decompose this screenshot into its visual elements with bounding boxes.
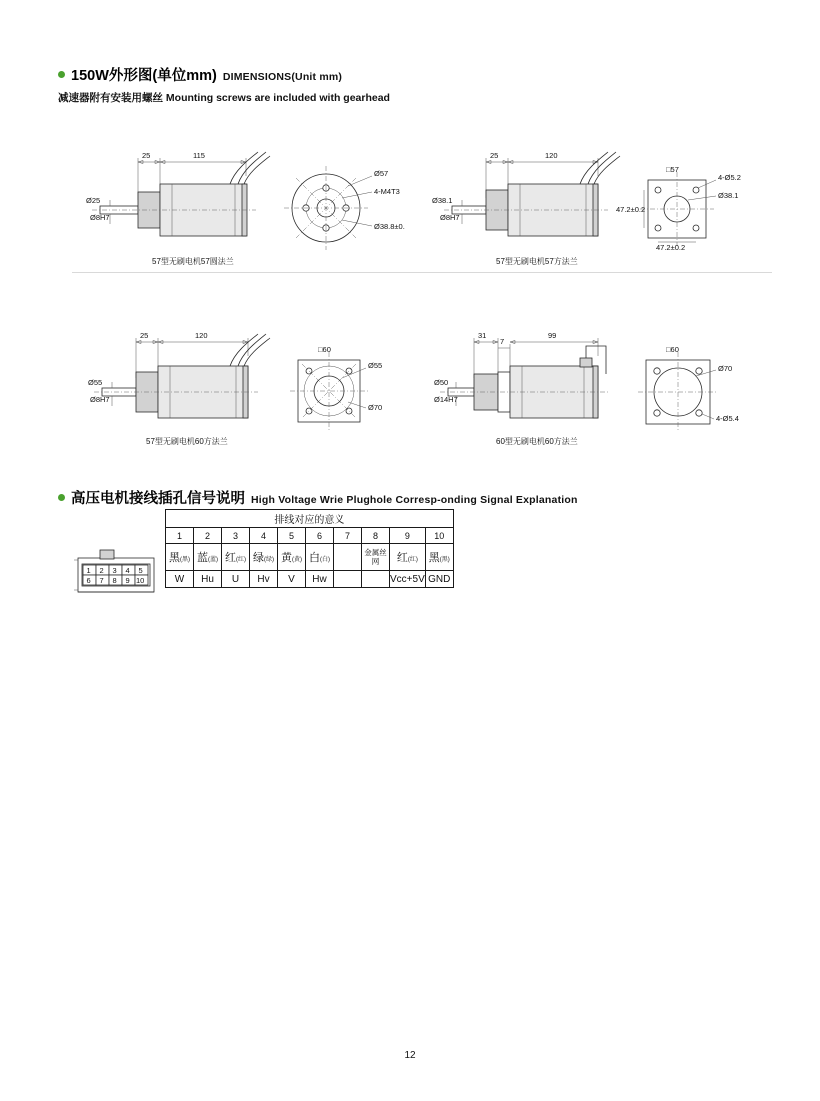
svg-text:4-Ø5.2: 4-Ø5.2 xyxy=(718,173,741,182)
pin-num-7: 7 xyxy=(334,528,362,544)
table-row-numbers xyxy=(166,528,454,544)
svg-text:Ø70: Ø70 xyxy=(368,403,383,412)
svg-text:4: 4 xyxy=(125,566,130,575)
pin-color-5: 黄(黄) xyxy=(278,544,306,571)
pin-signal-2: Hu xyxy=(194,571,222,588)
pin-num-1: 1 xyxy=(166,528,194,544)
svg-text:□57: □57 xyxy=(666,165,679,174)
svg-text:1: 1 xyxy=(86,566,91,575)
svg-text:□60: □60 xyxy=(318,345,331,354)
svg-text:4-M4T3: 4-M4T3 xyxy=(374,187,400,196)
row-divider xyxy=(72,272,772,273)
pin-num-5: 5 xyxy=(278,528,306,544)
section1-sub-cn: 减速器附有安装用螺丝 xyxy=(58,92,163,104)
svg-text:9: 9 xyxy=(125,576,130,585)
bullet-icon xyxy=(58,71,65,78)
svg-text:25: 25 xyxy=(142,151,151,160)
pin-num-4: 4 xyxy=(250,528,278,544)
svg-text:□60: □60 xyxy=(666,345,679,354)
svg-text:57型无刷电机57圆法兰: 57型无刷电机57圆法兰 xyxy=(152,257,234,266)
svg-text:Ø38.8±0.: Ø38.8±0. xyxy=(374,222,405,231)
pin-num-9: 9 xyxy=(390,528,426,544)
connector-illustration xyxy=(70,546,170,608)
svg-text:57型无刷电机60方法兰: 57型无刷电机60方法兰 xyxy=(146,437,228,446)
pin-signal-5: V xyxy=(278,571,306,588)
pin-color-8: 金属丝网 xyxy=(362,544,390,571)
pin-color-4: 绿(绿) xyxy=(250,544,278,571)
section2-title-cn: 高压电机接线插孔信号说明 xyxy=(71,491,245,507)
svg-text:3: 3 xyxy=(112,566,117,575)
pin-table xyxy=(165,509,454,588)
pin-signal-3: U xyxy=(222,571,250,588)
svg-text:Ø50: Ø50 xyxy=(434,378,449,387)
table-row-colors xyxy=(166,544,454,571)
pin-num-6: 6 xyxy=(306,528,334,544)
table-row-signals xyxy=(166,571,454,588)
pin-signal-7 xyxy=(334,571,362,588)
svg-text:Ø8H7: Ø8H7 xyxy=(440,213,460,222)
section-heading-dimensions xyxy=(58,64,342,85)
pin-color-10: 黑(黑) xyxy=(425,544,453,571)
svg-text:2: 2 xyxy=(99,566,104,575)
section-heading-plughole xyxy=(58,487,578,508)
page-number: 12 xyxy=(404,1050,416,1061)
pin-color-1: 黑(黑) xyxy=(166,544,194,571)
pin-color-9: 红(红) xyxy=(390,544,426,571)
pin-table-title: 排线对应的意义 xyxy=(166,510,454,528)
svg-text:25: 25 xyxy=(490,151,499,160)
svg-text:Ø55: Ø55 xyxy=(88,378,103,387)
bullet-icon-2 xyxy=(58,494,65,501)
svg-text:6: 6 xyxy=(86,576,91,585)
pin-signal-9: Vcc+5V xyxy=(390,571,426,588)
svg-text:Ø70: Ø70 xyxy=(718,364,733,373)
svg-text:120: 120 xyxy=(545,151,558,160)
drawing-57-square-flange xyxy=(430,140,760,270)
pin-color-3: 红(红) xyxy=(222,544,250,571)
svg-text:47.2±0.2: 47.2±0.2 xyxy=(656,243,686,252)
section1-sub-en: Mounting screws are included with gearhead xyxy=(165,92,390,104)
svg-text:Ø38.1: Ø38.1 xyxy=(718,191,739,200)
svg-text:120: 120 xyxy=(195,331,208,340)
pin-color-6: 白(白) xyxy=(306,544,334,571)
pin-signal-1: W xyxy=(166,571,194,588)
section1-title-en: DIMENSIONS(Unit mm) xyxy=(222,71,343,83)
pin-signal-10: GND xyxy=(425,571,453,588)
section2-title-en: High Voltage Wrie Plughole Corresp-onding Signal Explanation xyxy=(251,494,578,506)
svg-text:7: 7 xyxy=(500,337,505,346)
pin-signal-6: Hw xyxy=(306,571,334,588)
pin-signal-4: Hv xyxy=(250,571,278,588)
pin-color-2: 蓝(蓝) xyxy=(194,544,222,571)
svg-text:Ø57: Ø57 xyxy=(374,169,389,178)
drawing-60-motor-60-flange xyxy=(430,320,760,450)
pin-color-7 xyxy=(334,544,362,571)
drawing-57-round-flange xyxy=(80,140,410,270)
svg-text:31: 31 xyxy=(478,331,487,340)
pin-signal-8 xyxy=(362,571,390,588)
svg-text:5: 5 xyxy=(138,566,143,575)
section1-title-cn: 150W外形图(单位mm) xyxy=(71,68,217,84)
svg-text:Ø8H7: Ø8H7 xyxy=(90,395,110,404)
section1-subline xyxy=(58,90,390,105)
svg-text:115: 115 xyxy=(193,151,205,160)
pin-num-8: 8 xyxy=(362,528,390,544)
svg-text:Ø14H7: Ø14H7 xyxy=(434,395,458,404)
pin-signal-table xyxy=(165,509,454,588)
svg-text:25: 25 xyxy=(140,331,149,340)
pin-num-3: 3 xyxy=(222,528,250,544)
svg-text:57型无刷电机57方法兰: 57型无刷电机57方法兰 xyxy=(496,257,578,266)
svg-text:8: 8 xyxy=(112,576,117,585)
table-row-title xyxy=(166,510,454,528)
svg-text:Ø38.1: Ø38.1 xyxy=(432,196,453,205)
drawing-57-motor-60-flange xyxy=(80,320,410,450)
svg-text:60型无刷电机60方法兰: 60型无刷电机60方法兰 xyxy=(496,437,578,446)
svg-text:4-Ø5.4: 4-Ø5.4 xyxy=(716,414,739,423)
svg-text:10: 10 xyxy=(136,576,145,585)
svg-text:Ø25: Ø25 xyxy=(86,196,101,205)
svg-text:47.2±0.2: 47.2±0.2 xyxy=(616,205,646,214)
svg-text:Ø8H7: Ø8H7 xyxy=(90,213,110,222)
svg-text:99: 99 xyxy=(548,331,557,340)
svg-text:Ø55: Ø55 xyxy=(368,361,383,370)
pin-num-2: 2 xyxy=(194,528,222,544)
svg-text:7: 7 xyxy=(99,576,104,585)
pin-num-10: 10 xyxy=(425,528,453,544)
